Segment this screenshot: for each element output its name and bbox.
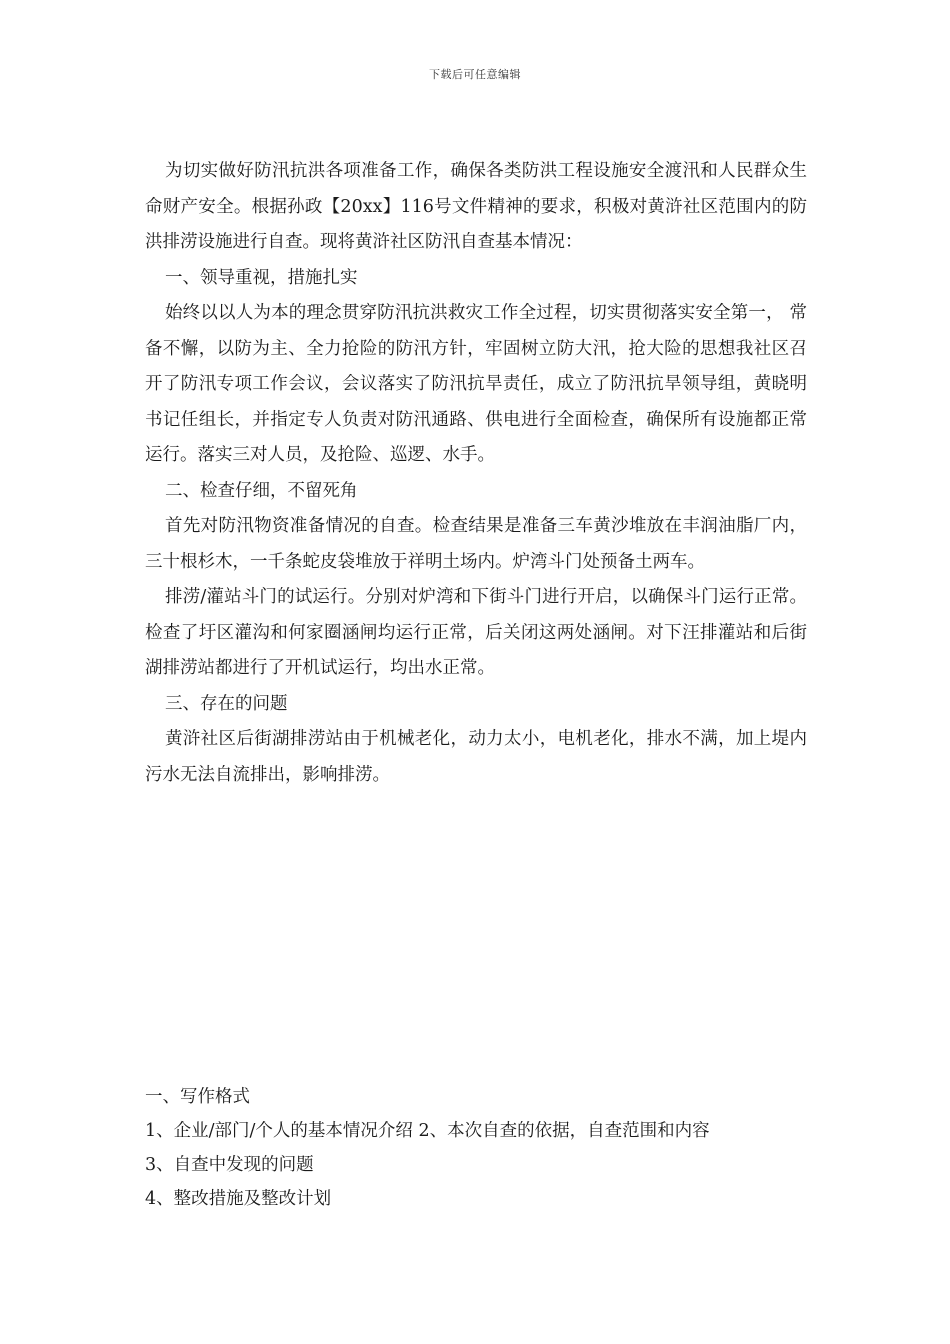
section-3-title: 三、存在的问题 — [165, 693, 288, 714]
writing-format-block — [145, 1080, 807, 1216]
page-header-note: 下载后可任意编辑 — [429, 68, 521, 81]
format-item-1-2: 1、企业/部门/个人的基本情况介绍 2、本次自查的依据，自查范围和内容 — [145, 1121, 710, 1141]
intro-paragraph: 为切实做好防汛抗洪各项准备工作，确保各类防洪工程设施安全渡汛和人民群众生命财产安全。根据孙政【20xx】116号文件精神的要求，积极对黄浒社区范围内的防洪排涝设施进行自查。现将黄浒社区防汛自查基本情况： — [145, 161, 807, 252]
section-3-paragraph: 黄浒社区后街湖排涝站由于机械老化，动力太小，电机老化，排水不满，加上堤内污水无法自流排出，影响排涝。 — [145, 729, 807, 785]
format-heading: 一、写作格式 — [145, 1087, 250, 1107]
format-item-4: 4、整改措施及整改计划 — [145, 1189, 332, 1209]
section-2-paragraph-2: 排涝/灌站斗门的试运行。分别对炉湾和下街斗门进行开启，以确保斗门运行正常。检查了圩区灌沟和何家圈涵闸均运行正常，后关闭这两处涵闸。对下汪排灌站和后街湖排涝站都进行了开机试运行，均出水正常。 — [145, 587, 807, 678]
section-1-paragraph: 始终以以人为本的理念贯穿防汛抗洪救灾工作全过程，切实贯彻落实安全第一， 常备不懈，以防为主、全力抢险的防汛方针，牢固树立防大汛，抢大险的思想我社区召开了防汛专项工作会议，会议落实了防汛抗旱责任，成立了防汛抗旱领导组，黄晓明书记任组长，并指定专人负责对防汛通路、供电进行全面检查，确保所有设施都正常运行。落实三对人员，及抢险、巡逻、水手。 — [145, 303, 807, 465]
section-2-paragraph-1: 首先对防汛物资准备情况的自查。检查结果是准备三车黄沙堆放在丰润油脂厂内，三十根杉木，一千条蛇皮袋堆放于祥明土场内。炉湾斗门处预备土两车。 — [145, 516, 807, 572]
section-1-title: 一、领导重视，措施扎实 — [165, 267, 358, 288]
format-item-3: 3、自查中发现的问题 — [145, 1155, 314, 1175]
document-body — [145, 154, 807, 793]
section-2-title: 二、检查仔细，不留死角 — [165, 480, 358, 501]
